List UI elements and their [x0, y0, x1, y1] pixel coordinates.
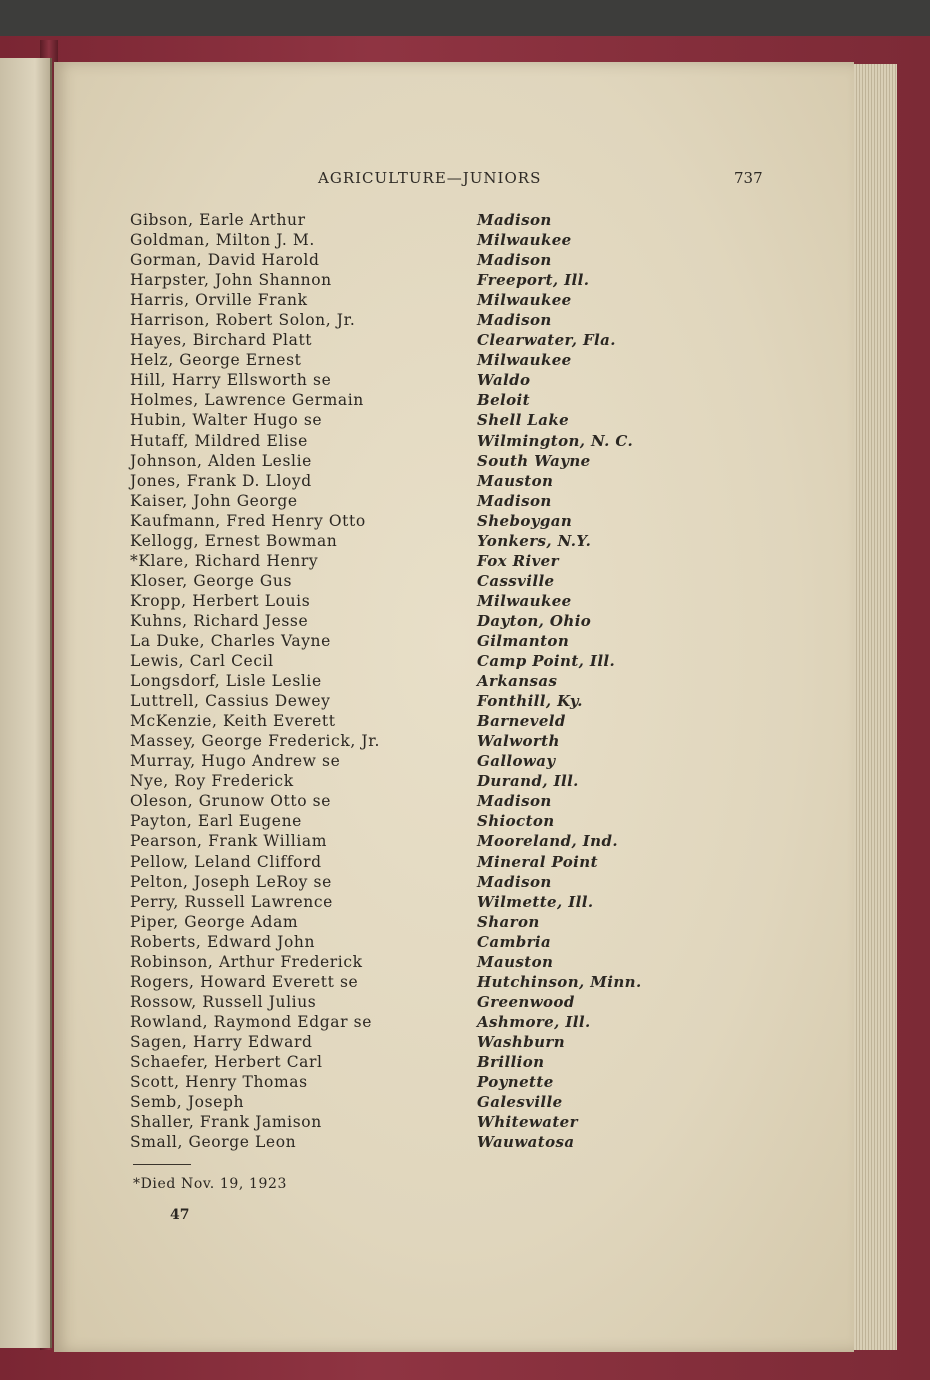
- list-item: [130, 311, 690, 331]
- list-item: [130, 1133, 690, 1153]
- list-item: [130, 612, 690, 632]
- footnote: *Died Nov. 19, 1923: [133, 1176, 287, 1192]
- list-item: [130, 532, 690, 552]
- list-item: [130, 672, 690, 692]
- student-name: Perry, Russell Lawrence: [130, 892, 333, 911]
- hometown: Yonkers, N.Y.: [477, 531, 592, 550]
- hometown: Madison: [477, 792, 552, 811]
- hometown: Clearwater, Fla.: [477, 331, 616, 350]
- student-name: Kaiser, John George: [130, 491, 298, 510]
- student-name: Harpster, John Shannon: [130, 271, 332, 290]
- hometown: Walworth: [477, 732, 560, 751]
- list-item: [130, 832, 690, 852]
- hometown: Mauston: [477, 952, 554, 971]
- student-name: Shaller, Frank Jamison: [130, 1113, 322, 1132]
- page-number: 737: [734, 169, 763, 187]
- student-name: Johnson, Alden Leslie: [130, 451, 312, 470]
- list-item: [130, 1013, 690, 1033]
- hometown: Galesville: [477, 1093, 563, 1112]
- student-name: La Duke, Charles Vayne: [130, 631, 331, 650]
- list-item: [130, 792, 690, 812]
- student-name: Robinson, Arthur Frederick: [130, 952, 363, 971]
- hometown: Waldo: [477, 371, 531, 390]
- student-name: Gorman, David Harold: [130, 251, 320, 270]
- list-item: [130, 291, 690, 311]
- hometown: Dayton, Ohio: [477, 611, 592, 630]
- hometown: Mauston: [477, 471, 554, 490]
- student-name: Scott, Henry Thomas: [130, 1073, 308, 1092]
- hometown: Arkansas: [477, 672, 558, 691]
- list-item: [130, 231, 690, 251]
- hometown: Madison: [477, 211, 552, 229]
- list-item: [130, 552, 690, 572]
- student-name: Helz, George Ernest: [130, 351, 302, 370]
- hometown: Milwaukee: [477, 591, 572, 610]
- list-item: [130, 953, 690, 973]
- hometown: Poynette: [477, 1073, 554, 1092]
- student-name: Piper, George Adam: [130, 912, 299, 931]
- hometown: Cambria: [477, 932, 552, 951]
- student-name: Small, George Leon: [130, 1133, 297, 1152]
- student-name: Massey, George Frederick, Jr.: [130, 732, 381, 751]
- student-name: Lewis, Carl Cecil: [130, 652, 274, 671]
- footnote-rule: [133, 1164, 191, 1165]
- list-item: [130, 1073, 690, 1093]
- hometown: Wilmette, Ill.: [477, 892, 594, 911]
- student-name: Harris, Orville Frank: [130, 291, 308, 310]
- hometown: Durand, Ill.: [477, 772, 579, 791]
- list-item: [130, 271, 690, 291]
- hometown: Wilmington, N. C.: [477, 431, 634, 450]
- hometown: Ashmore, Ill.: [477, 1012, 591, 1031]
- list-item: [130, 873, 690, 893]
- student-name: Rowland, Raymond Edgar se: [130, 1012, 372, 1031]
- hometown: Madison: [477, 872, 552, 891]
- hometown: Whitewater: [477, 1113, 578, 1132]
- list-item: [130, 1093, 690, 1113]
- hometown: Hutchinson, Minn.: [477, 972, 642, 991]
- student-name: Goldman, Milton J. M.: [130, 231, 315, 250]
- list-item: [130, 512, 690, 532]
- student-name: Murray, Hugo Andrew se: [130, 752, 341, 771]
- student-name: Schaefer, Herbert Carl: [130, 1052, 323, 1071]
- hometown: Cassville: [477, 571, 555, 590]
- list-item: [130, 351, 690, 371]
- hometown: Mineral Point: [477, 852, 598, 871]
- list-item: [130, 391, 690, 411]
- list-item: [130, 993, 690, 1013]
- hometown: Milwaukee: [477, 231, 572, 250]
- list-item: [130, 1053, 690, 1073]
- student-name: Harrison, Robert Solon, Jr.: [130, 311, 356, 330]
- hometown: Madison: [477, 491, 552, 510]
- student-name: Holmes, Lawrence Germain: [130, 391, 364, 410]
- running-head: AGRICULTURE—JUNIORS: [318, 169, 542, 187]
- hometown: Washburn: [477, 1032, 566, 1051]
- student-name: Pearson, Frank William: [130, 832, 328, 851]
- hometown: Sharon: [477, 912, 540, 931]
- hometown: Milwaukee: [477, 351, 572, 370]
- student-name: Rogers, Howard Everett se: [130, 972, 359, 991]
- hometown: Sheboygan: [477, 511, 573, 530]
- page-block-edges: [850, 64, 897, 1350]
- list-item: [130, 632, 690, 652]
- student-name: Nye, Roy Frederick: [130, 772, 294, 791]
- list-item: [130, 853, 690, 873]
- list-item: [130, 592, 690, 612]
- student-name: Hutaff, Mildred Elise: [130, 431, 308, 450]
- hometown: Milwaukee: [477, 291, 572, 310]
- student-name: Kloser, George Gus: [130, 571, 292, 590]
- hometown: Camp Point, Ill.: [477, 652, 616, 671]
- hometown: Fonthill, Ky.: [477, 692, 583, 711]
- hometown: Mooreland, Ind.: [477, 832, 618, 851]
- student-name: Semb, Joseph: [130, 1093, 245, 1112]
- list-item: [130, 652, 690, 672]
- student-list: [130, 211, 690, 1153]
- student-name: Gibson, Earle Arthur: [130, 211, 306, 229]
- student-name: Sagen, Harry Edward: [130, 1032, 313, 1051]
- hometown: Madison: [477, 311, 552, 330]
- hometown: Freeport, Ill.: [477, 271, 590, 290]
- list-item: [130, 492, 690, 512]
- hometown: Brillion: [477, 1052, 545, 1071]
- hometown: South Wayne: [477, 451, 591, 470]
- list-item: [130, 772, 690, 792]
- hometown: Beloit: [477, 391, 530, 410]
- student-name: Roberts, Edward John: [130, 932, 316, 951]
- student-name: Kropp, Herbert Louis: [130, 591, 311, 610]
- list-item: [130, 452, 690, 472]
- signature-mark: 47: [170, 1207, 190, 1223]
- hometown: Gilmanton: [477, 631, 570, 650]
- student-name: Payton, Earl Eugene: [130, 812, 302, 831]
- student-name: Luttrell, Cassius Dewey: [130, 692, 331, 711]
- list-item: [130, 732, 690, 752]
- list-item: [130, 712, 690, 732]
- student-name: Oleson, Grunow Otto se: [130, 792, 331, 811]
- list-item: [130, 411, 690, 431]
- list-item: [130, 251, 690, 271]
- facing-page-edge: [0, 58, 52, 1348]
- student-name: Rossow, Russell Julius: [130, 992, 317, 1011]
- list-item: [130, 913, 690, 933]
- list-item: [130, 572, 690, 592]
- hometown: Wauwatosa: [477, 1133, 575, 1152]
- hometown: Barneveld: [477, 712, 566, 731]
- list-item: [130, 692, 690, 712]
- hometown: Madison: [477, 251, 552, 270]
- list-item: [130, 973, 690, 993]
- list-item: [130, 331, 690, 351]
- student-name: *Klare, Richard Henry: [130, 551, 319, 570]
- student-name: Kaufmann, Fred Henry Otto: [130, 511, 366, 530]
- student-name: Hill, Harry Ellsworth se: [130, 371, 332, 390]
- list-item: [130, 472, 690, 492]
- list-item: [130, 893, 690, 913]
- list-item: [130, 432, 690, 452]
- hometown: Galloway: [477, 752, 556, 771]
- list-item: [130, 933, 690, 953]
- student-name: Hayes, Birchard Platt: [130, 331, 313, 350]
- student-name: McKenzie, Keith Everett: [130, 712, 336, 731]
- hometown: Shell Lake: [477, 411, 570, 430]
- student-name: Hubin, Walter Hugo se: [130, 411, 323, 430]
- list-item: [130, 752, 690, 772]
- list-item: [130, 812, 690, 832]
- list-item: [130, 1113, 690, 1133]
- student-name: Longsdorf, Lisle Leslie: [130, 672, 322, 691]
- list-item: [130, 1033, 690, 1053]
- student-name: Jones, Frank D. Lloyd: [130, 471, 312, 490]
- hometown: Greenwood: [477, 992, 575, 1011]
- hometown: Shiocton: [477, 812, 555, 831]
- student-name: Kuhns, Richard Jesse: [130, 611, 309, 630]
- student-name: Pelton, Joseph LeRoy se: [130, 872, 332, 891]
- list-item: [130, 371, 690, 391]
- student-name: Kellogg, Ernest Bowman: [130, 531, 338, 550]
- list-item: [130, 211, 690, 231]
- hometown: Fox River: [477, 551, 559, 570]
- student-name: Pellow, Leland Clifford: [130, 852, 322, 871]
